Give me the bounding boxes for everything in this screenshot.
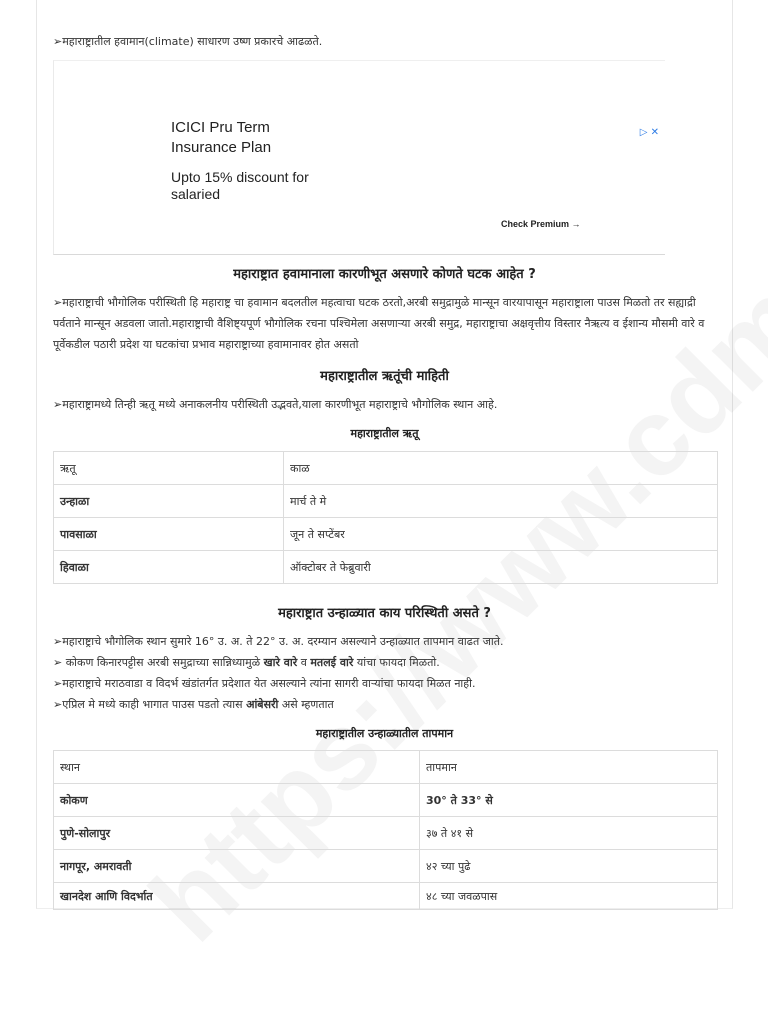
table-row (54, 850, 718, 883)
summer-line-2 (53, 655, 440, 670)
summer-line-2-text: यांचा फायदा मिळतो. (353, 656, 440, 669)
table-header-cell: ऋतू (54, 452, 284, 485)
table-row (54, 551, 718, 584)
summer-line-2-bold-1: खारे वारे (263, 656, 298, 669)
table-row (54, 485, 718, 518)
ad-title[interactable]: ICICI Pru Term Insurance Plan (171, 119, 272, 156)
summer-line-4 (53, 697, 334, 712)
table-cell: खानदेश आणि विदर्भात (54, 883, 420, 910)
table-cell: ऑक्टोबर ते फेब्रुवारी (284, 551, 718, 584)
summer-line-4-bold: आंबेसरी (246, 698, 279, 711)
table-row (54, 784, 718, 817)
seasons-line: ➢महाराष्ट्रामध्ये तिन्ही ऋतू मध्ये अनाकलनीय परीस्थिती उद्भवते,याला कारणीभूत महाराष्ट्राचे भौगोलिक स्थान आहे. (53, 398, 498, 411)
summer-line-2-text: व (297, 656, 311, 669)
table-row (54, 883, 718, 910)
intro-line: ➢महाराष्ट्रातील हवामान(climate) साधारण उष्ण प्रकारचे आढळते. (53, 35, 323, 48)
table-header-cell: तापमान (420, 751, 718, 784)
factors-paragraph: ➢महाराष्ट्राची भौगोलिक परीस्थिती हि महाराष्ट्र चा हवामान बदलतील महत्वाचा घटक ठरतो,अरबी समुद्रामुळे मान्सून वारयापासून महाराष्ट्राला पाउस मिळतो तर सह्याद्री पर्वताने मान्सून अडवला जातो.महाराष्ट्राची वैशिष्ट्यपूर्ण भौगोलिक रचना पश्चिमेला असणाऱ्या अरबी समुद्र, महाराष्ट्राचा अक्षवृत्तीय विस्तार नैऋत्य व ईशान्य मौसमी वारे व पूर्वेकडील पठारी प्रदेश या घटकांचा प्रभाव महाराष्ट्राच्या हवामानावर होत असतो (53, 296, 705, 351)
table-cell: हिवाळा (54, 551, 284, 584)
table-row (54, 751, 718, 784)
table-cell: नागपूर, अमरावती (54, 850, 420, 883)
table-cell: पुणे-सोलापुर (54, 817, 420, 850)
table-cell: कोकण (54, 784, 420, 817)
seasons-table (53, 451, 718, 584)
table-row (54, 518, 718, 551)
summer-line-1: ➢महाराष्ट्राचे भौगोलिक स्थान सुमारे 16° उ. अ. ते 22° उ. अ. दरम्यान असल्याने उन्हाळ्यात तापमान वाढत जाते. (53, 635, 504, 648)
table-cell: ४२ च्या पुढे (420, 850, 718, 883)
summer-line-4-text: ➢एप्रिल मे मध्ये काही भागात पाउस पडतो त्यास (53, 698, 247, 711)
seasons-table-title: महाराष्ट्रातील ऋतू (350, 427, 419, 440)
table-row (54, 452, 718, 485)
summer-line-2-bold-2: मतलई वारे (310, 656, 354, 669)
section-heading-summer: महाराष्ट्रात उन्हाळ्यात काय परिस्थिती असते ? (278, 606, 491, 621)
summer-line-2-text: ➢ कोकण किनारपट्टीस अरबी समुद्राच्या सान्निध्यामुळे (53, 656, 264, 669)
ad-subtitle: Upto 15% discount for salaried (171, 169, 309, 202)
summer-temperature-table (53, 750, 718, 910)
section-heading-factors: महाराष्ट्रात हवामानाला कारणीभूत असणारे कोणते घटक आहेत ? (233, 267, 536, 282)
table-cell: ४८ च्या जवळपास (420, 883, 718, 910)
table-cell: पावसाळा (54, 518, 284, 551)
article-page (36, 0, 733, 909)
table-cell: ३७ ते ४१ से (420, 817, 718, 850)
table-header-cell: काळ (284, 452, 718, 485)
table-cell: उन्हाळा (54, 485, 284, 518)
table-cell: 30° ते 33° से (420, 784, 718, 817)
ad-choices-icon[interactable]: ▷ ✕ (639, 127, 659, 138)
ad-cta-link[interactable]: Check Premium → (501, 219, 581, 229)
section-heading-seasons: महाराष्ट्रातील ऋतूंची माहिती (320, 369, 449, 384)
table-header-cell: स्थान (54, 751, 420, 784)
summer-table-title: महाराष्ट्रातील उन्हाळ्यातील तापमान (315, 727, 454, 740)
summer-line-4-text: असे म्हणतात (278, 698, 334, 711)
table-cell: जून ते सप्टेंबर (284, 518, 718, 551)
table-row (54, 817, 718, 850)
table-cell: मार्च ते मे (284, 485, 718, 518)
summer-line-3: ➢महाराष्ट्राचे मराठवाडा व विदर्भ खंडांतर्गत प्रदेशात येत असल्याने त्यांना सागरी वाऱ्यांचा फायदा मिळत नाही. (53, 677, 476, 690)
advertisement[interactable] (53, 60, 665, 255)
